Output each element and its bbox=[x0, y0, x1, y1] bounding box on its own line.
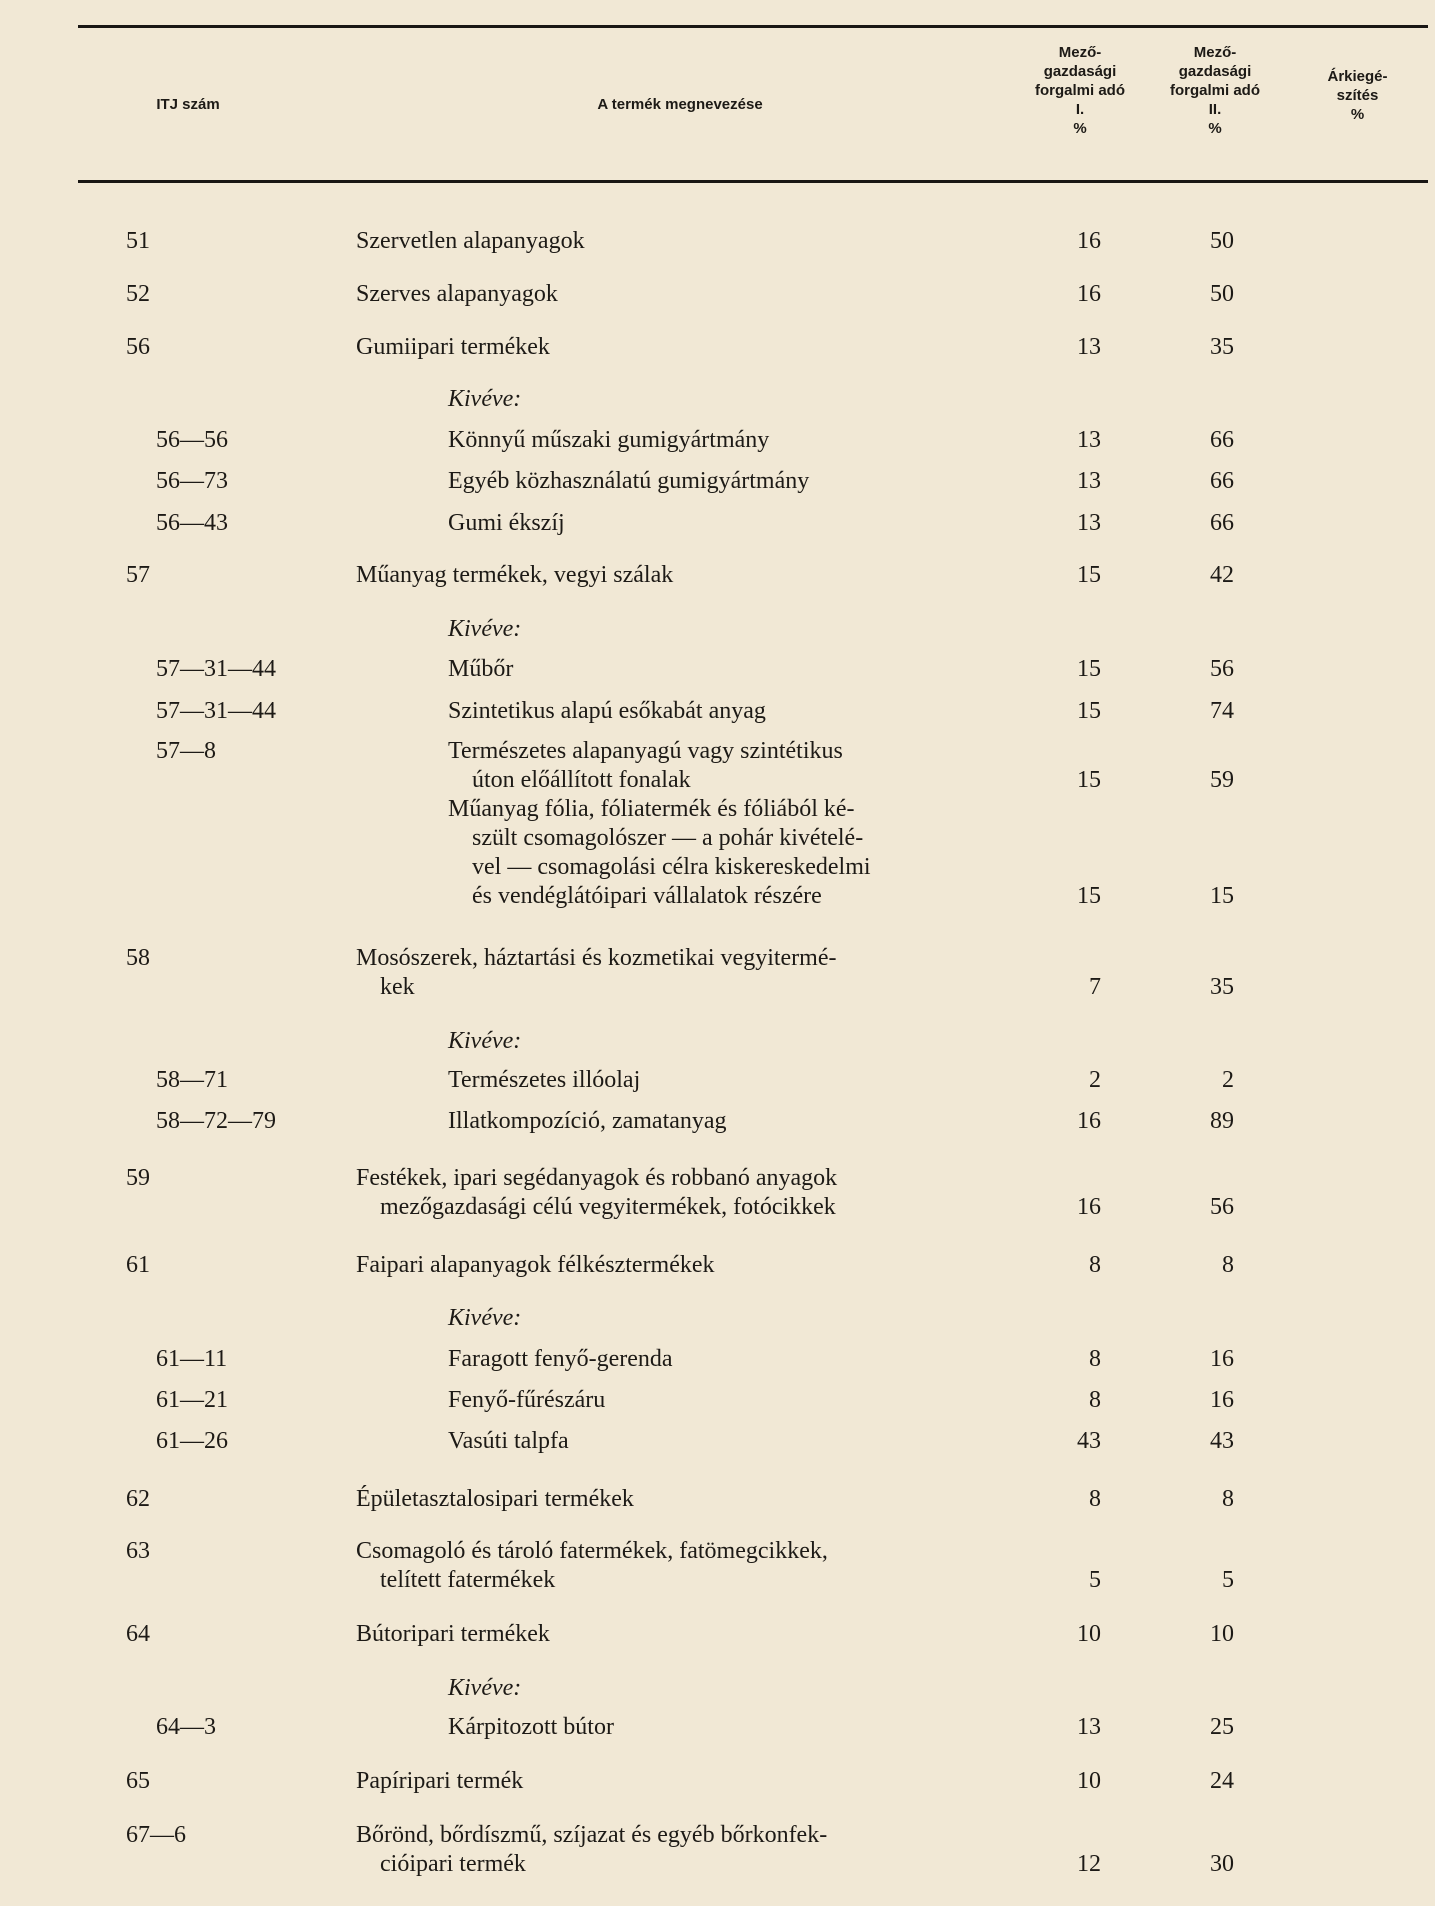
itj-code: 63 bbox=[126, 1538, 150, 1564]
itj-code: 61—26 bbox=[156, 1428, 228, 1454]
product-name-line: Festékek, ipari segédanyagok és robbanó anyagok bbox=[356, 1165, 838, 1191]
itj-code: 57—31—44 bbox=[156, 698, 276, 724]
tax-rate-1: 13 bbox=[1077, 468, 1101, 494]
product-name bbox=[448, 1713, 614, 1742]
product-name-line: és vendéglátóipari vállalatok részére bbox=[472, 883, 822, 909]
product-name bbox=[356, 227, 585, 256]
product-name-line: Mosószerek, háztartási és kozmetikai vegyitermé- bbox=[356, 945, 837, 971]
tax-rate-1: 7 bbox=[1089, 974, 1101, 1000]
product-name bbox=[356, 1821, 827, 1879]
tax-rate-2: 8 bbox=[1222, 1252, 1234, 1278]
itj-code: 64 bbox=[126, 1621, 150, 1647]
exception-label bbox=[448, 1027, 521, 1056]
tax-rate-2: 25 bbox=[1210, 1714, 1234, 1740]
itj-code: 61 bbox=[126, 1252, 150, 1278]
tax-rate-1: 8 bbox=[1089, 1252, 1101, 1278]
tax-rate-2: 59 bbox=[1210, 767, 1234, 793]
tax-rate-2: 66 bbox=[1210, 468, 1234, 494]
itj-code: 58 bbox=[126, 945, 150, 971]
product-name bbox=[448, 1107, 727, 1136]
product-name bbox=[448, 697, 766, 726]
itj-code: 56—73 bbox=[156, 468, 228, 494]
product-name-line: Műbőr bbox=[448, 656, 514, 682]
tax-rate-1: 8 bbox=[1089, 1346, 1101, 1372]
itj-code: 61—11 bbox=[156, 1346, 228, 1372]
product-name-line: Kivéve: bbox=[448, 1675, 522, 1701]
product-name bbox=[448, 1345, 673, 1374]
product-name bbox=[356, 280, 558, 309]
product-name-line: Fenyő-fűrészáru bbox=[448, 1387, 606, 1413]
itj-code: 56—56 bbox=[156, 427, 228, 453]
product-name bbox=[448, 1427, 569, 1456]
itj-code: 65 bbox=[126, 1768, 150, 1794]
tax-rate-1: 16 bbox=[1077, 228, 1101, 254]
product-name-line: Kivéve: bbox=[448, 616, 522, 642]
product-name bbox=[448, 509, 565, 538]
product-name bbox=[448, 737, 843, 795]
tax-rate-1: 10 bbox=[1077, 1621, 1101, 1647]
product-name-line: Bútoripari termékek bbox=[356, 1621, 550, 1647]
product-name-line: Szervetlen alapanyagok bbox=[356, 228, 585, 254]
product-name-line: Kivéve: bbox=[448, 386, 522, 412]
tax-rate-1: 2 bbox=[1089, 1067, 1101, 1093]
itj-code: 67—6 bbox=[126, 1822, 186, 1848]
product-name-line: Papíripari termék bbox=[356, 1768, 524, 1794]
tax-rate-1: 15 bbox=[1077, 656, 1101, 682]
product-name bbox=[356, 1537, 828, 1595]
product-name bbox=[448, 1386, 605, 1415]
exception-label bbox=[448, 615, 521, 644]
product-name bbox=[448, 426, 769, 455]
product-name bbox=[356, 1767, 523, 1796]
product-name-line: Csomagoló és tároló fatermékek, fatömegcikkek, bbox=[356, 1538, 828, 1564]
product-name-line: Műanyag termékek, vegyi szálak bbox=[356, 562, 674, 588]
exception-label bbox=[448, 1674, 521, 1703]
tax-rate-2: 74 bbox=[1210, 698, 1234, 724]
product-name bbox=[448, 467, 809, 496]
product-name-line: Természetes alapanyagú vagy szintétikus bbox=[448, 738, 843, 764]
product-name-line: Épületasztalosipari termékek bbox=[356, 1486, 634, 1512]
tax-rate-2: 66 bbox=[1210, 510, 1234, 536]
tax-rate-1: 13 bbox=[1077, 334, 1101, 360]
tax-rate-1: 16 bbox=[1077, 1194, 1101, 1220]
itj-code: 61—21 bbox=[156, 1387, 228, 1413]
product-name-line: cióipari termék bbox=[380, 1851, 526, 1877]
tax-rate-2: 43 bbox=[1210, 1428, 1234, 1454]
itj-code: 52 bbox=[126, 281, 150, 307]
product-name bbox=[356, 944, 836, 1002]
tax-rate-2: 10 bbox=[1210, 1621, 1234, 1647]
product-name-line: Vasúti talpfa bbox=[448, 1428, 569, 1454]
tax-rate-1: 5 bbox=[1089, 1567, 1101, 1593]
product-name-line: Szintetikus alapú esőkabát anyag bbox=[448, 698, 766, 724]
exception-label bbox=[448, 385, 521, 414]
tax-rate-2: 30 bbox=[1210, 1851, 1234, 1877]
tax-rate-1: 16 bbox=[1077, 281, 1101, 307]
tax-rate-2: 66 bbox=[1210, 427, 1234, 453]
itj-code: 62 bbox=[126, 1486, 150, 1512]
tax-rate-2: 2 bbox=[1222, 1067, 1234, 1093]
product-name bbox=[356, 1485, 634, 1514]
product-name bbox=[448, 1066, 640, 1095]
tax-rate-2: 50 bbox=[1210, 281, 1234, 307]
product-name-line: mezőgazdasági célú vegyitermékek, fotócikkek bbox=[380, 1194, 836, 1220]
tax-rate-1: 15 bbox=[1077, 698, 1101, 724]
product-name bbox=[448, 655, 513, 684]
itj-code: 64—3 bbox=[156, 1714, 216, 1740]
product-name-line: Illatkompozíció, zamatanyag bbox=[448, 1108, 727, 1134]
product-name-line: Bőrönd, bőrdíszmű, szíjazat és egyéb bőrkonfek- bbox=[356, 1822, 828, 1848]
header-price-supplement: Árkiegé- szítés % bbox=[1327, 68, 1388, 123]
product-name bbox=[356, 1620, 550, 1649]
product-name-line: Faipari alapanyagok félkésztermékek bbox=[356, 1252, 715, 1278]
tax-rate-1: 12 bbox=[1077, 1851, 1101, 1877]
tax-rate-2: 89 bbox=[1210, 1108, 1234, 1134]
tax-rate-2: 50 bbox=[1210, 228, 1234, 254]
product-name-line: Kivéve: bbox=[448, 1028, 522, 1054]
itj-code: 56 bbox=[126, 334, 150, 360]
product-name-line: Természetes illóolaj bbox=[448, 1067, 641, 1093]
product-name-line: Faragott fenyő-gerenda bbox=[448, 1346, 673, 1372]
itj-code: 57 bbox=[126, 562, 150, 588]
header-product-name: A termék megnevezése bbox=[597, 96, 763, 113]
itj-code: 58—72—79 bbox=[156, 1108, 276, 1134]
tax-rate-1: 15 bbox=[1077, 883, 1101, 909]
tax-rate-1: 8 bbox=[1089, 1486, 1101, 1512]
product-name bbox=[356, 1164, 837, 1222]
product-name-line: Könnyű műszaki gumigyártmány bbox=[448, 427, 770, 453]
tax-rate-2: 16 bbox=[1210, 1387, 1234, 1413]
product-name-line: vel — csomagolási célra kiskereskedelmi bbox=[472, 854, 871, 880]
tax-rate-2: 56 bbox=[1210, 656, 1234, 682]
product-name-line: Szerves alapanyagok bbox=[356, 281, 558, 307]
exception-label bbox=[448, 1304, 521, 1333]
product-name-line: szült csomagolószer — a pohár kivételé- bbox=[472, 825, 864, 851]
tax-rate-2: 35 bbox=[1210, 974, 1234, 1000]
tax-rate-1: 13 bbox=[1077, 1714, 1101, 1740]
product-name bbox=[356, 333, 550, 362]
product-name bbox=[356, 1251, 715, 1280]
tax-rate-2: 35 bbox=[1210, 334, 1234, 360]
tax-rate-2: 42 bbox=[1210, 562, 1234, 588]
product-name bbox=[448, 795, 871, 911]
product-name-line: Kárpitozott bútor bbox=[448, 1714, 614, 1740]
product-name-line: kek bbox=[380, 974, 415, 1000]
itj-code: 57—31—44 bbox=[156, 656, 276, 682]
tax-rate-2: 8 bbox=[1222, 1486, 1234, 1512]
tax-rate-2: 5 bbox=[1222, 1567, 1234, 1593]
tax-rate-2: 56 bbox=[1210, 1194, 1234, 1220]
itj-code: 57—8 bbox=[156, 738, 216, 764]
tax-rate-1: 15 bbox=[1077, 767, 1101, 793]
tax-rate-1: 13 bbox=[1077, 510, 1101, 536]
tax-rate-1: 8 bbox=[1089, 1387, 1101, 1413]
tax-rate-1: 43 bbox=[1077, 1428, 1101, 1454]
tax-rate-2: 24 bbox=[1210, 1768, 1234, 1794]
top-rule bbox=[78, 25, 1428, 28]
header-itj: ITJ szám bbox=[156, 96, 220, 113]
itj-code: 58—71 bbox=[156, 1067, 228, 1093]
product-name-line: Gumiipari termékek bbox=[356, 334, 550, 360]
product-name-line: Egyéb közhasználatú gumigyártmány bbox=[448, 468, 810, 494]
product-name-line: Gumi ékszíj bbox=[448, 510, 565, 536]
itj-code: 56—43 bbox=[156, 510, 228, 536]
tax-rate-1: 10 bbox=[1077, 1768, 1101, 1794]
header-bottom-rule bbox=[78, 180, 1428, 183]
product-name-line: Műanyag fólia, fóliatermék és fóliából ké- bbox=[448, 796, 855, 822]
product-name-line: Kivéve: bbox=[448, 1305, 522, 1331]
itj-code: 59 bbox=[126, 1165, 150, 1191]
product-name-line: telített fatermékek bbox=[380, 1567, 556, 1593]
tax-rate-1: 16 bbox=[1077, 1108, 1101, 1134]
tax-rate-1: 15 bbox=[1077, 562, 1101, 588]
tax-rate-1: 13 bbox=[1077, 427, 1101, 453]
product-name bbox=[356, 561, 673, 590]
header-tax-2: Mező- gazdasági forgalmi adó II. % bbox=[1169, 44, 1260, 137]
header-tax-1: Mező- gazdasági forgalmi adó I. % bbox=[1034, 44, 1125, 137]
tax-rate-2: 15 bbox=[1210, 883, 1234, 909]
itj-code: 51 bbox=[126, 228, 150, 254]
product-name-line: úton előállított fonalak bbox=[472, 767, 691, 793]
tax-rate-2: 16 bbox=[1210, 1346, 1234, 1372]
